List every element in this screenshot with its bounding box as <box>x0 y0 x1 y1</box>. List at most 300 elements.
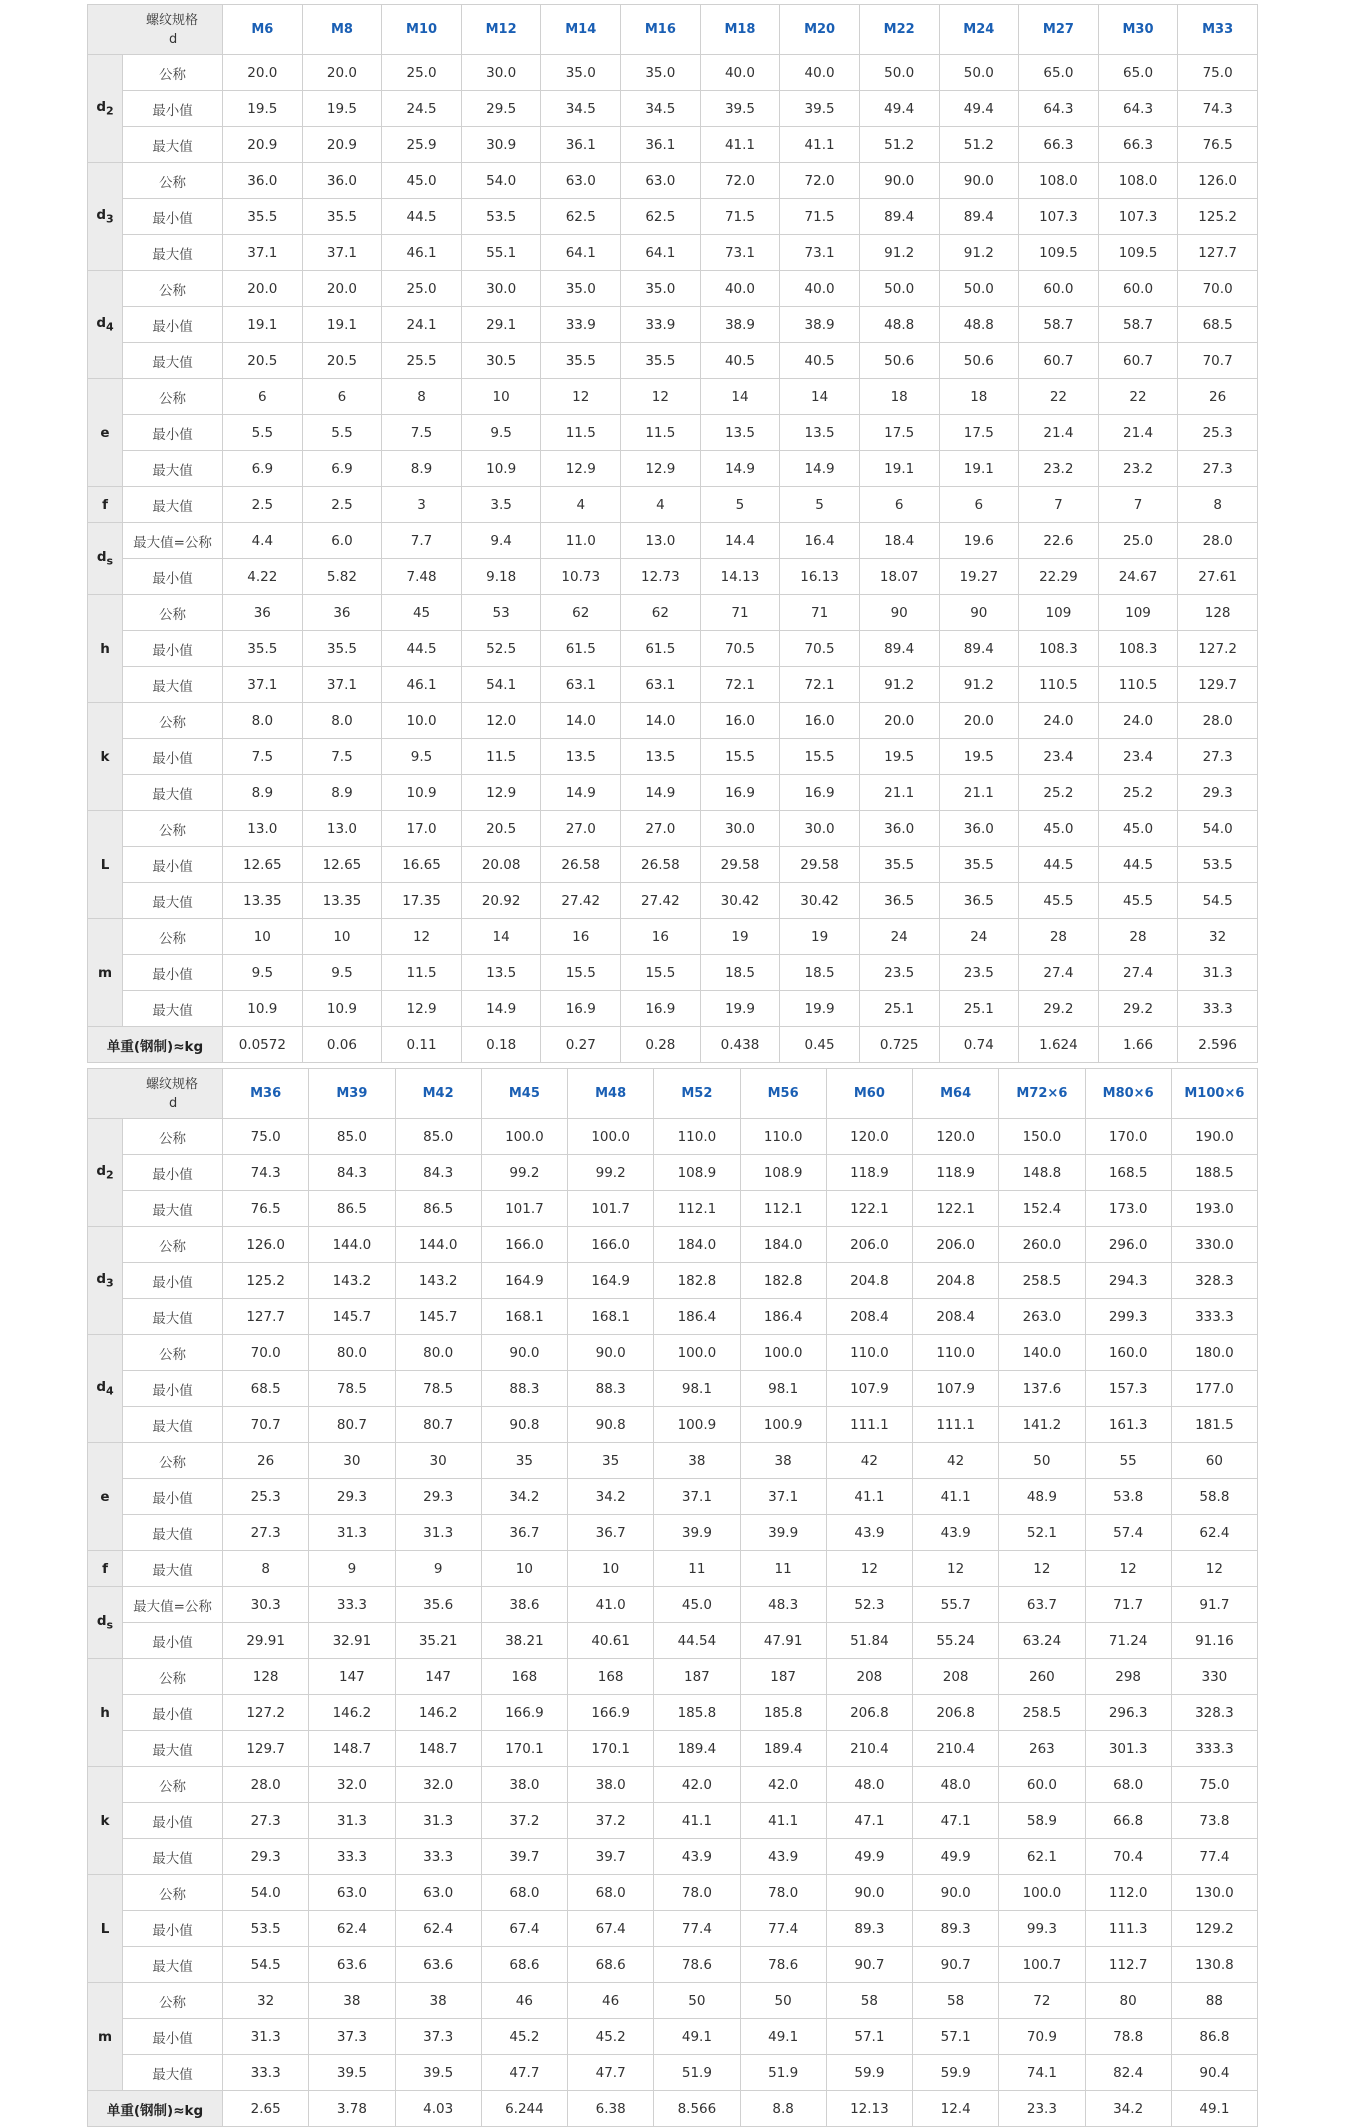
value-cell: 260 <box>999 1659 1085 1695</box>
row-type-label: 最大值 <box>123 1515 223 1551</box>
dimension-label <box>88 703 123 811</box>
value-cell: 17.5 <box>859 415 939 451</box>
value-cell: 72.1 <box>780 667 860 703</box>
value-cell: 30 <box>395 1443 481 1479</box>
value-cell: 27.4 <box>1019 955 1099 991</box>
value-cell: 25.5 <box>382 343 462 379</box>
size-column-header: M60 <box>826 1069 912 1119</box>
value-cell: 6.0 <box>302 523 382 559</box>
value-cell: 14.4 <box>700 523 780 559</box>
value-cell: 42 <box>913 1443 999 1479</box>
table-row <box>88 1407 1258 1443</box>
value-cell: 125.2 <box>1178 199 1258 235</box>
value-cell: 50 <box>999 1443 1085 1479</box>
value-cell: 52.5 <box>461 631 541 667</box>
value-cell: 22.29 <box>1019 559 1099 595</box>
value-cell: 48.0 <box>826 1767 912 1803</box>
value-cell: 208 <box>913 1659 999 1695</box>
value-cell: 146.2 <box>395 1695 481 1731</box>
size-column-header: M100×6 <box>1171 1069 1257 1119</box>
value-cell: 12 <box>1171 1551 1257 1587</box>
value-cell: 91.2 <box>859 667 939 703</box>
value-cell: 22 <box>1019 379 1099 415</box>
value-cell: 73.1 <box>700 235 780 271</box>
value-cell: 5 <box>700 487 780 523</box>
value-cell: 168 <box>568 1659 654 1695</box>
value-cell: 150.0 <box>999 1119 1085 1155</box>
table-row <box>88 1551 1258 1587</box>
value-cell: 54.0 <box>1178 811 1258 847</box>
value-cell: 54.0 <box>223 1875 309 1911</box>
value-cell: 91.2 <box>939 235 1019 271</box>
value-cell: 20.9 <box>223 127 303 163</box>
dimension-label <box>88 1875 123 1983</box>
value-cell: 12.0 <box>461 703 541 739</box>
value-cell: 19 <box>700 919 780 955</box>
value-cell: 37.1 <box>740 1479 826 1515</box>
value-cell: 170.0 <box>1085 1119 1171 1155</box>
weight-row <box>88 2091 1258 2127</box>
value-cell: 57.4 <box>1085 1515 1171 1551</box>
weight-cell: 1.66 <box>1098 1027 1178 1063</box>
value-cell: 39.7 <box>568 1839 654 1875</box>
value-cell: 122.1 <box>913 1191 999 1227</box>
row-type-label: 最大值=公称 <box>123 523 223 559</box>
value-cell: 126.0 <box>1178 163 1258 199</box>
dimension-subscript: 2 <box>106 1168 114 1182</box>
value-cell: 78.6 <box>654 1947 740 1983</box>
table-row <box>88 163 1258 199</box>
value-cell: 37.3 <box>395 2019 481 2055</box>
value-cell: 14 <box>780 379 860 415</box>
value-cell: 193.0 <box>1171 1191 1257 1227</box>
value-cell: 7.5 <box>223 739 303 775</box>
value-cell: 78.8 <box>1085 2019 1171 2055</box>
value-cell: 50.0 <box>939 55 1019 91</box>
value-cell: 296.3 <box>1085 1695 1171 1731</box>
row-type-label: 最小值 <box>123 739 223 775</box>
value-cell: 51.84 <box>826 1623 912 1659</box>
value-cell: 63.6 <box>395 1947 481 1983</box>
value-cell: 12.9 <box>541 451 621 487</box>
value-cell: 109 <box>1098 595 1178 631</box>
value-cell: 91.7 <box>1171 1587 1257 1623</box>
value-cell: 52.3 <box>826 1587 912 1623</box>
dimension-symbol: e <box>100 424 110 441</box>
value-cell: 13.5 <box>700 415 780 451</box>
table-row <box>88 343 1258 379</box>
value-cell: 208.4 <box>826 1299 912 1335</box>
value-cell: 55 <box>1085 1443 1171 1479</box>
value-cell: 16.4 <box>780 523 860 559</box>
value-cell: 13.0 <box>223 811 303 847</box>
dimension-symbol: f <box>102 496 108 513</box>
value-cell: 37.3 <box>309 2019 395 2055</box>
value-cell: 330 <box>1171 1659 1257 1695</box>
value-cell: 16.9 <box>621 991 701 1027</box>
row-type-label: 最小值 <box>123 1371 223 1407</box>
value-cell: 66.3 <box>1019 127 1099 163</box>
value-cell: 35.5 <box>302 199 382 235</box>
value-cell: 30.3 <box>223 1587 309 1623</box>
value-cell: 19 <box>780 919 860 955</box>
value-cell: 9 <box>309 1551 395 1587</box>
value-cell: 32 <box>1178 919 1258 955</box>
weight-cell: 2.65 <box>223 2091 309 2127</box>
row-type-label: 最大值=公称 <box>123 1587 223 1623</box>
value-cell: 88.3 <box>481 1371 567 1407</box>
value-cell: 11.5 <box>541 415 621 451</box>
value-cell: 12 <box>382 919 462 955</box>
value-cell: 184.0 <box>654 1227 740 1263</box>
value-cell: 15.5 <box>541 955 621 991</box>
value-cell: 19.1 <box>859 451 939 487</box>
dimension-subscript: 2 <box>106 104 114 118</box>
value-cell: 62.5 <box>621 199 701 235</box>
table-row <box>88 775 1258 811</box>
size-column-header: M6 <box>223 5 303 55</box>
value-cell: 30.0 <box>700 811 780 847</box>
value-cell: 7.48 <box>382 559 462 595</box>
value-cell: 91.16 <box>1171 1623 1257 1659</box>
row-type-label: 最大值 <box>123 1839 223 1875</box>
value-cell: 187 <box>654 1659 740 1695</box>
value-cell: 33.3 <box>395 1839 481 1875</box>
value-cell: 6.9 <box>223 451 303 487</box>
table-row <box>88 271 1258 307</box>
value-cell: 4.22 <box>223 559 303 595</box>
value-cell: 71.7 <box>1085 1587 1171 1623</box>
value-cell: 21.1 <box>859 775 939 811</box>
value-cell: 45.0 <box>1098 811 1178 847</box>
size-column-header: M18 <box>700 5 780 55</box>
value-cell: 84.3 <box>309 1155 395 1191</box>
dimension-label <box>88 1551 123 1587</box>
table-row <box>88 1767 1258 1803</box>
value-cell: 90.0 <box>913 1875 999 1911</box>
value-cell: 27.0 <box>541 811 621 847</box>
value-cell: 16.9 <box>700 775 780 811</box>
value-cell: 74.1 <box>999 2055 1085 2091</box>
value-cell: 35.0 <box>621 271 701 307</box>
value-cell: 11.5 <box>621 415 701 451</box>
value-cell: 38.0 <box>481 1767 567 1803</box>
value-cell: 29.3 <box>395 1479 481 1515</box>
value-cell: 76.5 <box>1178 127 1258 163</box>
value-cell: 25.0 <box>382 55 462 91</box>
value-cell: 35 <box>568 1443 654 1479</box>
value-cell: 328.3 <box>1171 1263 1257 1299</box>
value-cell: 90.7 <box>826 1947 912 1983</box>
value-cell: 70.5 <box>700 631 780 667</box>
value-cell: 37.1 <box>302 667 382 703</box>
value-cell: 17.0 <box>382 811 462 847</box>
value-cell: 166.0 <box>481 1227 567 1263</box>
value-cell: 89.3 <box>913 1911 999 1947</box>
value-cell: 77.4 <box>1171 1839 1257 1875</box>
value-cell: 27.3 <box>223 1803 309 1839</box>
thread-d-label: d <box>169 1095 178 1111</box>
value-cell: 9 <box>395 1551 481 1587</box>
value-cell: 127.7 <box>223 1299 309 1335</box>
value-cell: 75.0 <box>1171 1767 1257 1803</box>
value-cell: 108.0 <box>1098 163 1178 199</box>
value-cell: 16.0 <box>700 703 780 739</box>
value-cell: 54.1 <box>461 667 541 703</box>
value-cell: 173.0 <box>1085 1191 1171 1227</box>
value-cell: 330.0 <box>1171 1227 1257 1263</box>
row-type-label: 最小值 <box>123 1479 223 1515</box>
value-cell: 8.9 <box>382 451 462 487</box>
dimension-symbol: d <box>96 99 106 116</box>
value-cell: 67.4 <box>481 1911 567 1947</box>
value-cell: 5.5 <box>302 415 382 451</box>
thread-spec-label: 螺纹规格 <box>146 1076 199 1092</box>
value-cell: 110.0 <box>740 1119 826 1155</box>
value-cell: 71.24 <box>1085 1623 1171 1659</box>
table-row <box>88 811 1258 847</box>
table-row <box>88 955 1258 991</box>
value-cell: 13.5 <box>621 739 701 775</box>
row-type-label: 公称 <box>123 1983 223 2019</box>
value-cell: 7.5 <box>382 415 462 451</box>
value-cell: 4 <box>621 487 701 523</box>
value-cell: 21.1 <box>939 775 1019 811</box>
value-cell: 160.0 <box>1085 1335 1171 1371</box>
value-cell: 18.07 <box>859 559 939 595</box>
value-cell: 27.0 <box>621 811 701 847</box>
value-cell: 59.9 <box>826 2055 912 2091</box>
value-cell: 60.0 <box>999 1767 1085 1803</box>
value-cell: 31.3 <box>309 1515 395 1551</box>
value-cell: 34.2 <box>481 1479 567 1515</box>
value-cell: 63.7 <box>999 1587 1085 1623</box>
value-cell: 109.5 <box>1019 235 1099 271</box>
dimension-subscript: 4 <box>106 320 114 334</box>
size-column-header: M45 <box>481 1069 567 1119</box>
value-cell: 27.61 <box>1178 559 1258 595</box>
value-cell: 65.0 <box>1098 55 1178 91</box>
value-cell: 78.5 <box>309 1371 395 1407</box>
value-cell: 47.7 <box>568 2055 654 2091</box>
value-cell: 46 <box>568 1983 654 2019</box>
value-cell: 98.1 <box>740 1371 826 1407</box>
table-row <box>88 1803 1258 1839</box>
value-cell: 39.5 <box>780 91 860 127</box>
thread-d-label: d <box>169 31 178 47</box>
weight-cell: 0.725 <box>859 1027 939 1063</box>
row-type-label: 公称 <box>123 1227 223 1263</box>
value-cell: 75.0 <box>223 1119 309 1155</box>
value-cell: 64.3 <box>1098 91 1178 127</box>
row-type-label: 最大值 <box>123 1191 223 1227</box>
value-cell: 100.0 <box>654 1335 740 1371</box>
value-cell: 19.5 <box>859 739 939 775</box>
value-cell: 20.5 <box>223 343 303 379</box>
value-cell: 46.1 <box>382 235 462 271</box>
value-cell: 70.7 <box>1178 343 1258 379</box>
value-cell: 53.5 <box>1178 847 1258 883</box>
value-cell: 18 <box>939 379 1019 415</box>
value-cell: 74.3 <box>223 1155 309 1191</box>
value-cell: 44.5 <box>382 631 462 667</box>
value-cell: 18.4 <box>859 523 939 559</box>
value-cell: 8.9 <box>223 775 303 811</box>
value-cell: 36.0 <box>302 163 382 199</box>
weight-cell: 8.566 <box>654 2091 740 2127</box>
value-cell: 146.2 <box>309 1695 395 1731</box>
value-cell: 38 <box>309 1983 395 2019</box>
value-cell: 38.0 <box>568 1767 654 1803</box>
value-cell: 147 <box>309 1659 395 1695</box>
value-cell: 14.0 <box>541 703 621 739</box>
value-cell: 50 <box>740 1983 826 2019</box>
value-cell: 89.4 <box>939 631 1019 667</box>
row-type-label: 公称 <box>123 595 223 631</box>
table-row <box>88 1947 1258 1983</box>
value-cell: 164.9 <box>481 1263 567 1299</box>
value-cell: 143.2 <box>309 1263 395 1299</box>
value-cell: 6.9 <box>302 451 382 487</box>
value-cell: 48.8 <box>939 307 1019 343</box>
value-cell: 12 <box>913 1551 999 1587</box>
weight-cell: 0.0572 <box>223 1027 303 1063</box>
value-cell: 31.3 <box>395 1515 481 1551</box>
value-cell: 39.7 <box>481 1839 567 1875</box>
value-cell: 14 <box>700 379 780 415</box>
value-cell: 15.5 <box>780 739 860 775</box>
value-cell: 130.0 <box>1171 1875 1257 1911</box>
value-cell: 64.3 <box>1019 91 1099 127</box>
size-column-header: M24 <box>939 5 1019 55</box>
dimension-label <box>88 811 123 919</box>
value-cell: 13.35 <box>223 883 303 919</box>
row-type-label: 最小值 <box>123 2019 223 2055</box>
value-cell: 70.0 <box>1178 271 1258 307</box>
value-cell: 36.5 <box>859 883 939 919</box>
value-cell: 11 <box>654 1551 740 1587</box>
row-type-label: 最大值 <box>123 1947 223 1983</box>
value-cell: 128 <box>223 1659 309 1695</box>
value-cell: 129.7 <box>1178 667 1258 703</box>
dimension-symbol: d <box>96 207 106 224</box>
value-cell: 294.3 <box>1085 1263 1171 1299</box>
value-cell: 14.0 <box>621 703 701 739</box>
value-cell: 36.1 <box>541 127 621 163</box>
weight-row <box>88 1027 1258 1063</box>
value-cell: 70.7 <box>223 1407 309 1443</box>
value-cell: 78.6 <box>740 1947 826 1983</box>
value-cell: 46 <box>481 1983 567 2019</box>
value-cell: 3.5 <box>461 487 541 523</box>
value-cell: 161.3 <box>1085 1407 1171 1443</box>
value-cell: 58.8 <box>1171 1479 1257 1515</box>
table-row <box>88 703 1258 739</box>
row-type-label: 最大值 <box>123 1551 223 1587</box>
value-cell: 260.0 <box>999 1227 1085 1263</box>
value-cell: 8.9 <box>302 775 382 811</box>
row-type-label: 最大值 <box>123 487 223 523</box>
dimension-symbol: d <box>96 1163 106 1180</box>
value-cell: 128 <box>1178 595 1258 631</box>
value-cell: 50.0 <box>939 271 1019 307</box>
value-cell: 54.5 <box>1178 883 1258 919</box>
weight-cell: 8.8 <box>740 2091 826 2127</box>
row-type-label: 最大值 <box>123 1731 223 1767</box>
table-row <box>88 1371 1258 1407</box>
row-type-label: 最小值 <box>123 631 223 667</box>
value-cell: 25.2 <box>1019 775 1099 811</box>
value-cell: 16.0 <box>780 703 860 739</box>
value-cell: 45 <box>382 595 462 631</box>
value-cell: 70.5 <box>780 631 860 667</box>
value-cell: 19.1 <box>939 451 1019 487</box>
value-cell: 100.0 <box>481 1119 567 1155</box>
value-cell: 296.0 <box>1085 1227 1171 1263</box>
dimension-symbol: d <box>96 1613 107 1630</box>
value-cell: 186.4 <box>654 1299 740 1335</box>
value-cell: 20.0 <box>939 703 1019 739</box>
value-cell: 53.5 <box>223 1911 309 1947</box>
dimension-subscript: 3 <box>106 212 114 226</box>
value-cell: 101.7 <box>481 1191 567 1227</box>
value-cell: 90.0 <box>939 163 1019 199</box>
value-cell: 49.9 <box>826 1839 912 1875</box>
value-cell: 25.3 <box>1178 415 1258 451</box>
value-cell: 20.08 <box>461 847 541 883</box>
value-cell: 13.5 <box>541 739 621 775</box>
value-cell: 40.0 <box>700 55 780 91</box>
table-row <box>88 523 1258 559</box>
dimension-label <box>88 523 123 595</box>
value-cell: 35.5 <box>223 631 303 667</box>
value-cell: 41.1 <box>700 127 780 163</box>
weight-cell: 1.624 <box>1019 1027 1099 1063</box>
value-cell: 48.8 <box>859 307 939 343</box>
table-row <box>88 1443 1258 1479</box>
value-cell: 41.1 <box>780 127 860 163</box>
value-cell: 7.7 <box>382 523 462 559</box>
value-cell: 11.0 <box>541 523 621 559</box>
value-cell: 9.5 <box>382 739 462 775</box>
value-cell: 10 <box>461 379 541 415</box>
value-cell: 20.92 <box>461 883 541 919</box>
value-cell: 35.5 <box>939 847 1019 883</box>
size-column-header: M36 <box>223 1069 309 1119</box>
value-cell: 333.3 <box>1171 1299 1257 1335</box>
value-cell: 60 <box>1171 1443 1257 1479</box>
value-cell: 29.58 <box>780 847 860 883</box>
value-cell: 54.0 <box>461 163 541 199</box>
table-row <box>88 1191 1258 1227</box>
value-cell: 36 <box>223 595 303 631</box>
value-cell: 63.0 <box>309 1875 395 1911</box>
weight-cell: 2.596 <box>1178 1027 1258 1063</box>
row-type-label: 最大值 <box>123 2055 223 2091</box>
value-cell: 57.1 <box>826 2019 912 2055</box>
value-cell: 28.0 <box>1178 703 1258 739</box>
value-cell: 63.6 <box>309 1947 395 1983</box>
value-cell: 63.0 <box>541 163 621 199</box>
value-cell: 86.5 <box>309 1191 395 1227</box>
dimension-symbol: d <box>96 1271 106 1288</box>
header-row <box>88 1069 1258 1119</box>
value-cell: 127.7 <box>1178 235 1258 271</box>
value-cell: 190.0 <box>1171 1119 1257 1155</box>
thread-spec-label: 螺纹规格 <box>146 12 199 28</box>
value-cell: 37.2 <box>568 1803 654 1839</box>
value-cell: 32.0 <box>395 1767 481 1803</box>
